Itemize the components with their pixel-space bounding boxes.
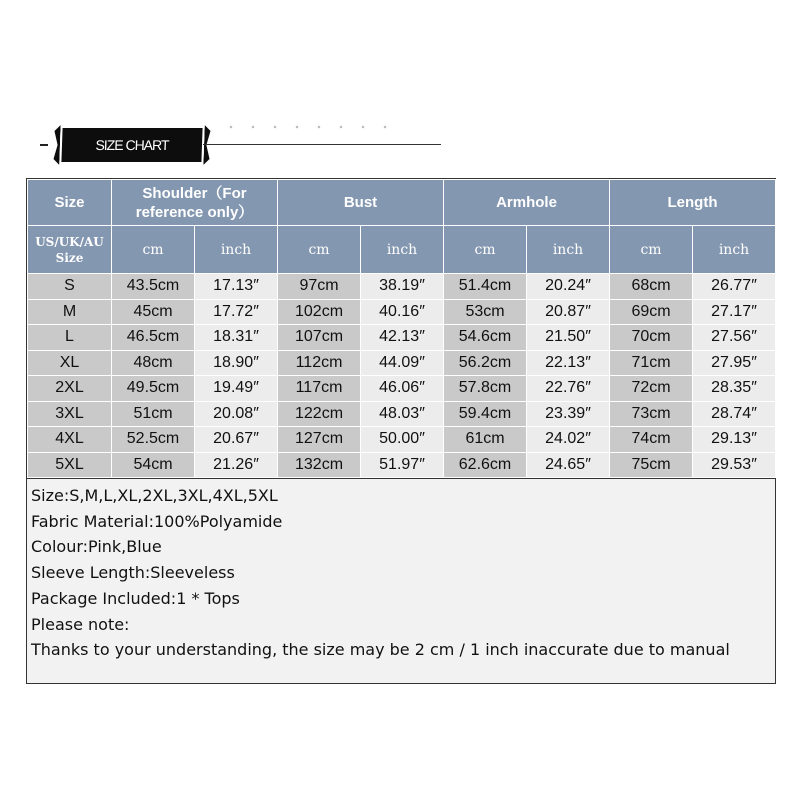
measurement-cell: 112cm	[278, 350, 361, 376]
measurement-cell: 59.4cm	[444, 401, 527, 427]
measurement-cell: 20.87″	[527, 299, 610, 325]
size-cell: 5XL	[28, 452, 112, 478]
measurement-cell: 22.76″	[527, 376, 610, 402]
table-row	[28, 274, 776, 300]
measurement-cell: 29.13″	[693, 427, 776, 453]
unit-cm: cm	[112, 226, 195, 274]
measurement-cell: 73cm	[610, 401, 693, 427]
measurement-cell: 27.17″	[693, 299, 776, 325]
measurement-cell: 52.5cm	[112, 427, 195, 453]
unit-inch: inch	[361, 226, 444, 274]
measurement-cell: 70cm	[610, 325, 693, 351]
unit-header-row	[28, 226, 776, 274]
measurement-cell: 97cm	[278, 274, 361, 300]
measurement-cell: 51cm	[112, 401, 195, 427]
banner-tag	[61, 128, 202, 162]
size-table-body	[28, 274, 776, 478]
size-cell: 2XL	[28, 376, 112, 402]
size-chart-banner	[40, 124, 450, 166]
measurement-cell: 20.08″	[195, 401, 278, 427]
measurement-cell: 45cm	[112, 299, 195, 325]
measurement-cell: 51.4cm	[444, 274, 527, 300]
measurement-cell: 75cm	[610, 452, 693, 478]
measurement-cell: 42.13″	[361, 325, 444, 351]
note-line: Sleeve Length:Sleeveless	[31, 563, 235, 583]
measurement-cell: 21.50″	[527, 325, 610, 351]
measurement-cell: 22.13″	[527, 350, 610, 376]
banner-line	[203, 144, 441, 145]
measurement-cell: 61cm	[444, 427, 527, 453]
measurement-cell: 17.72″	[195, 299, 278, 325]
size-chart-sheet	[26, 178, 776, 684]
banner-dots	[220, 124, 400, 130]
measurement-cell: 28.35″	[693, 376, 776, 402]
header-us-uk-au-size: US/UK/AU Size	[28, 226, 112, 274]
size-table	[27, 179, 776, 478]
measurement-cell: 117cm	[278, 376, 361, 402]
measurement-cell: 48.03″	[361, 401, 444, 427]
measurement-cell: 71cm	[610, 350, 693, 376]
note-line: Fabric Material:100%Polyamide	[31, 511, 283, 531]
unit-inch: inch	[195, 226, 278, 274]
table-row	[28, 325, 776, 351]
measurement-cell: 17.13″	[195, 274, 278, 300]
measurement-cell: 107cm	[278, 325, 361, 351]
note-line: Thanks to your understanding, the size may be 2 cm / 1 inch inaccurate due to manual	[31, 640, 730, 660]
measurement-cell: 53cm	[444, 299, 527, 325]
measurement-cell: 18.31″	[195, 325, 278, 351]
measurement-cell: 54.6cm	[444, 325, 527, 351]
measurement-cell: 18.90″	[195, 350, 278, 376]
header-shoulder: Shoulder（For reference only）	[112, 180, 278, 226]
measurement-cell: 43.5cm	[112, 274, 195, 300]
table-row	[28, 401, 776, 427]
measurement-cell: 51.97″	[361, 452, 444, 478]
table-row	[28, 299, 776, 325]
header-length: Length	[610, 180, 776, 226]
unit-cm: cm	[444, 226, 527, 274]
measurement-cell: 68cm	[610, 274, 693, 300]
unit-inch: inch	[527, 226, 610, 274]
measurement-cell: 38.19″	[361, 274, 444, 300]
measurement-cell: 20.24″	[527, 274, 610, 300]
note-line: Please note:	[31, 614, 130, 634]
size-cell: S	[28, 274, 112, 300]
measurement-cell: 62.6cm	[444, 452, 527, 478]
measurement-cell: 29.53″	[693, 452, 776, 478]
unit-cm: cm	[610, 226, 693, 274]
measurement-cell: 69cm	[610, 299, 693, 325]
measurement-cell: 57.8cm	[444, 376, 527, 402]
size-cell: L	[28, 325, 112, 351]
measurement-cell: 56.2cm	[444, 350, 527, 376]
unit-cm: cm	[278, 226, 361, 274]
size-cell: XL	[28, 350, 112, 376]
measurement-cell: 122cm	[278, 401, 361, 427]
measurement-cell: 132cm	[278, 452, 361, 478]
measurement-cell: 40.16″	[361, 299, 444, 325]
measurement-cell: 102cm	[278, 299, 361, 325]
measurement-cell: 19.49″	[195, 376, 278, 402]
size-cell: M	[28, 299, 112, 325]
measurement-cell: 26.77″	[693, 274, 776, 300]
table-row	[28, 350, 776, 376]
table-row	[28, 427, 776, 453]
product-notes	[27, 478, 775, 663]
banner-title: SIZE CHART	[95, 137, 169, 153]
measurement-cell: 49.5cm	[112, 376, 195, 402]
size-cell: 4XL	[28, 427, 112, 453]
measurement-cell: 27.95″	[693, 350, 776, 376]
measurement-cell: 127cm	[278, 427, 361, 453]
header-size: Size	[28, 180, 112, 226]
note-line: Size:S,M,L,XL,2XL,3XL,4XL,5XL	[31, 486, 278, 505]
measurement-cell: 28.74″	[693, 401, 776, 427]
measurement-cell: 24.65″	[527, 452, 610, 478]
measurement-cell: 20.67″	[195, 427, 278, 453]
measurement-cell: 48cm	[112, 350, 195, 376]
measurement-cell: 72cm	[610, 376, 693, 402]
measurement-cell: 24.02″	[527, 427, 610, 453]
unit-inch: inch	[693, 226, 776, 274]
table-row	[28, 376, 776, 402]
measurement-cell: 54cm	[112, 452, 195, 478]
size-cell: 3XL	[28, 401, 112, 427]
banner-dash	[40, 144, 48, 146]
measurement-cell: 50.00″	[361, 427, 444, 453]
group-header-row	[28, 180, 776, 226]
note-line: Colour:Pink,Blue	[31, 537, 162, 557]
measurement-cell: 27.56″	[693, 325, 776, 351]
measurement-cell: 44.09″	[361, 350, 444, 376]
measurement-cell: 74cm	[610, 427, 693, 453]
header-bust: Bust	[278, 180, 444, 226]
measurement-cell: 23.39″	[527, 401, 610, 427]
header-armhole: Armhole	[444, 180, 610, 226]
measurement-cell: 46.06″	[361, 376, 444, 402]
table-row	[28, 452, 776, 478]
measurement-cell: 21.26″	[195, 452, 278, 478]
measurement-cell: 46.5cm	[112, 325, 195, 351]
note-line: Package Included:1 * Tops	[31, 588, 240, 608]
